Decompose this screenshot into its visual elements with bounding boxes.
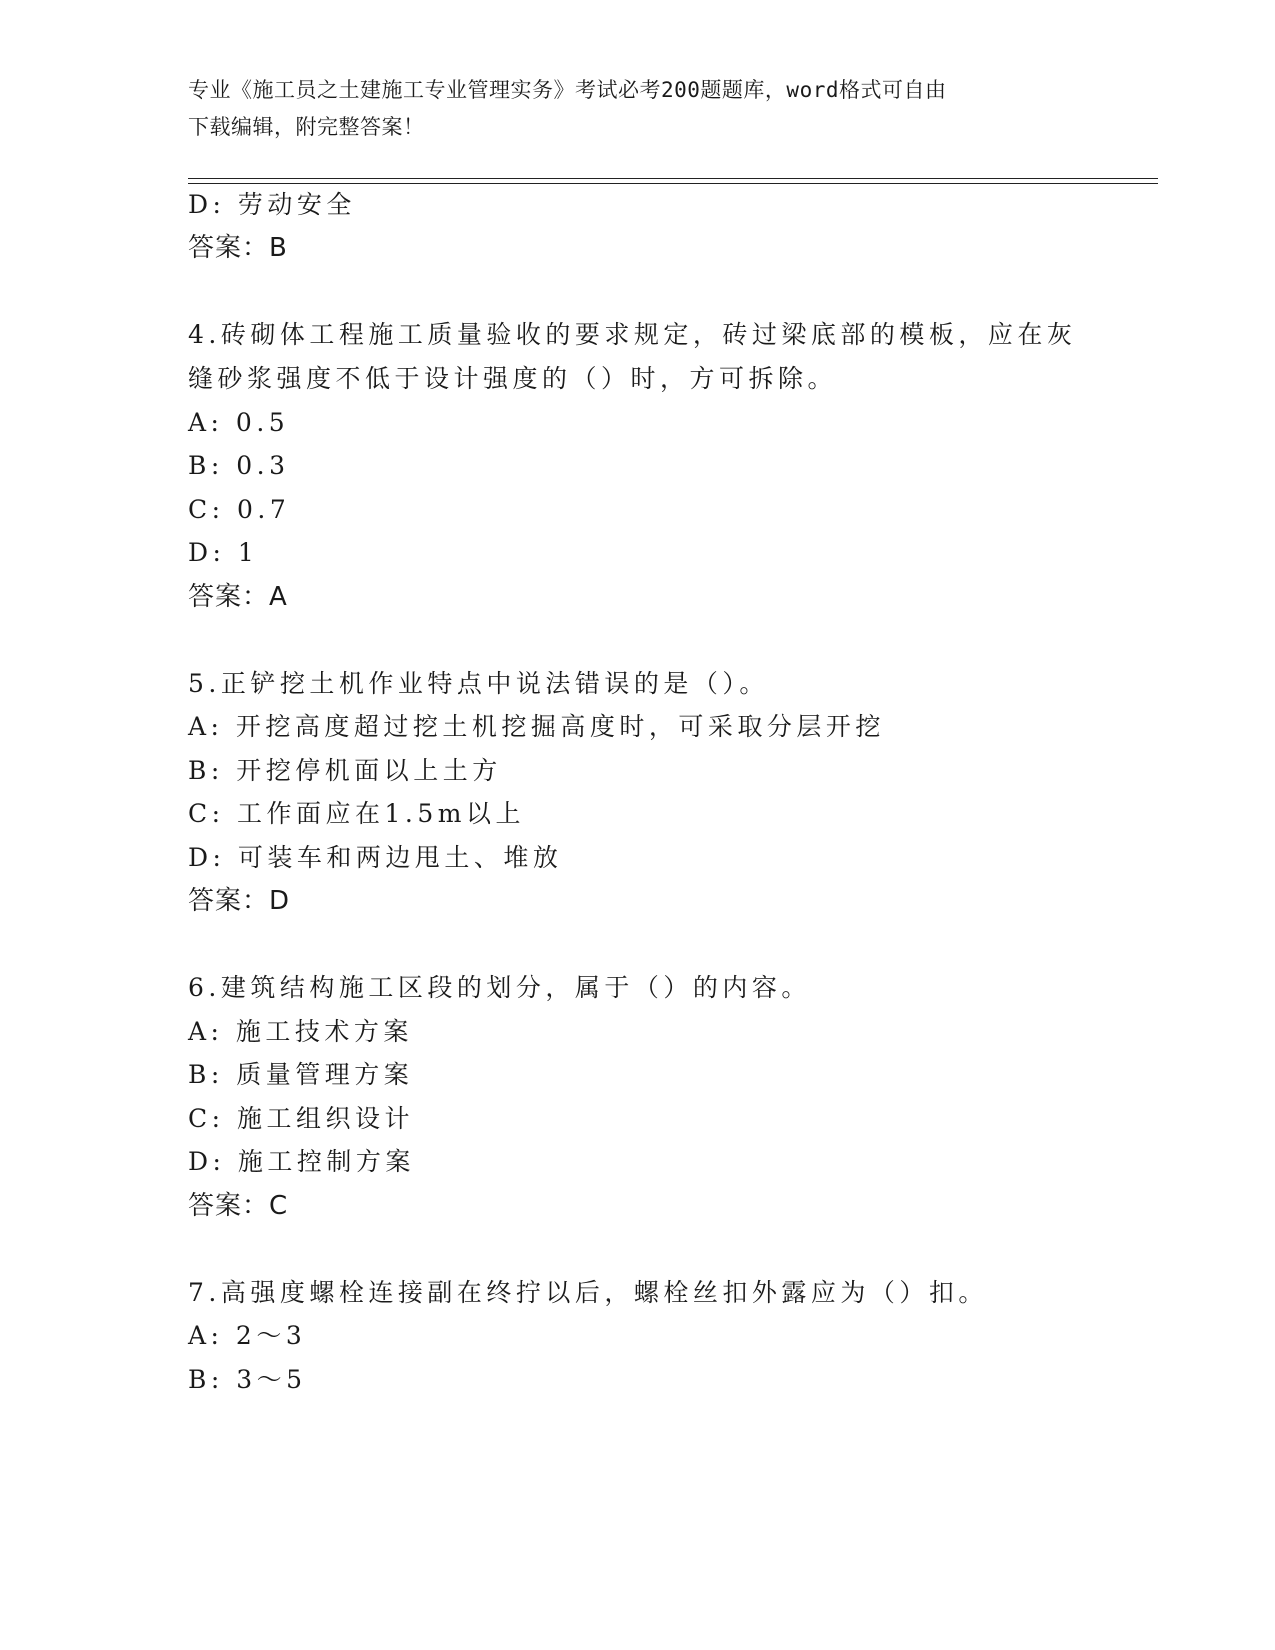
header-divider-bottom <box>188 183 1158 184</box>
q5-stem: 5.正铲挖土机作业特点中说法错误的是（）。 <box>188 669 769 698</box>
q5-option-a: A: 开挖高度超过挖土机挖掘高度时，可采取分层开挖 <box>188 712 885 741</box>
q4-answer: 答案：A <box>188 582 288 612</box>
q6-option-d: D: 施工控制方案 <box>188 1147 415 1176</box>
header-title-line-1: 专业《施工员之土建施工专业管理实务》考试必考200题题库，word格式可自由 <box>188 78 947 102</box>
document-header <box>188 72 1068 146</box>
q3-answer: 答案：B <box>188 233 288 263</box>
q5-option-d: D: 可装车和两边甩土、堆放 <box>188 843 563 872</box>
q7-stem: 7.高强度螺栓连接副在终拧以后，螺栓丝扣外露应为（）扣。 <box>188 1278 988 1307</box>
q4-stem-line-1: 4.砖砌体工程施工质量验收的要求规定，砖过梁底部的模板，应在灰 <box>188 320 1077 349</box>
q6-stem: 6.建筑结构施工区段的划分，属于（）的内容。 <box>188 973 811 1002</box>
q4-option-a: A: 0.5 <box>188 408 290 437</box>
q4-option-b: B: 0.3 <box>188 451 290 480</box>
q6-option-c: C: 施工组织设计 <box>188 1104 414 1133</box>
q6-answer: 答案：C <box>188 1191 289 1221</box>
header-divider-top <box>188 178 1158 179</box>
q3-option-d: D: 劳动安全 <box>188 190 356 219</box>
q7-option-a: A: 2～3 <box>188 1321 307 1350</box>
q5-option-c: C: 工作面应在1.5m以上 <box>188 799 525 828</box>
q4-option-d: D: 1 <box>188 538 259 567</box>
q4-stem-line-2: 缝砂浆强度不低于设计强度的（）时，方可拆除。 <box>188 364 838 393</box>
q7-option-b: B: 3～5 <box>188 1365 307 1394</box>
q5-answer: 答案：D <box>188 886 291 916</box>
q6-option-b: B: 质量管理方案 <box>188 1060 414 1089</box>
q6-option-a: A: 施工技术方案 <box>188 1017 413 1046</box>
header-title-line-2: 下载编辑，附完整答案！ <box>188 115 425 139</box>
q5-option-b: B: 开挖停机面以上土方 <box>188 756 502 785</box>
q4-option-c: C: 0.7 <box>188 495 291 524</box>
